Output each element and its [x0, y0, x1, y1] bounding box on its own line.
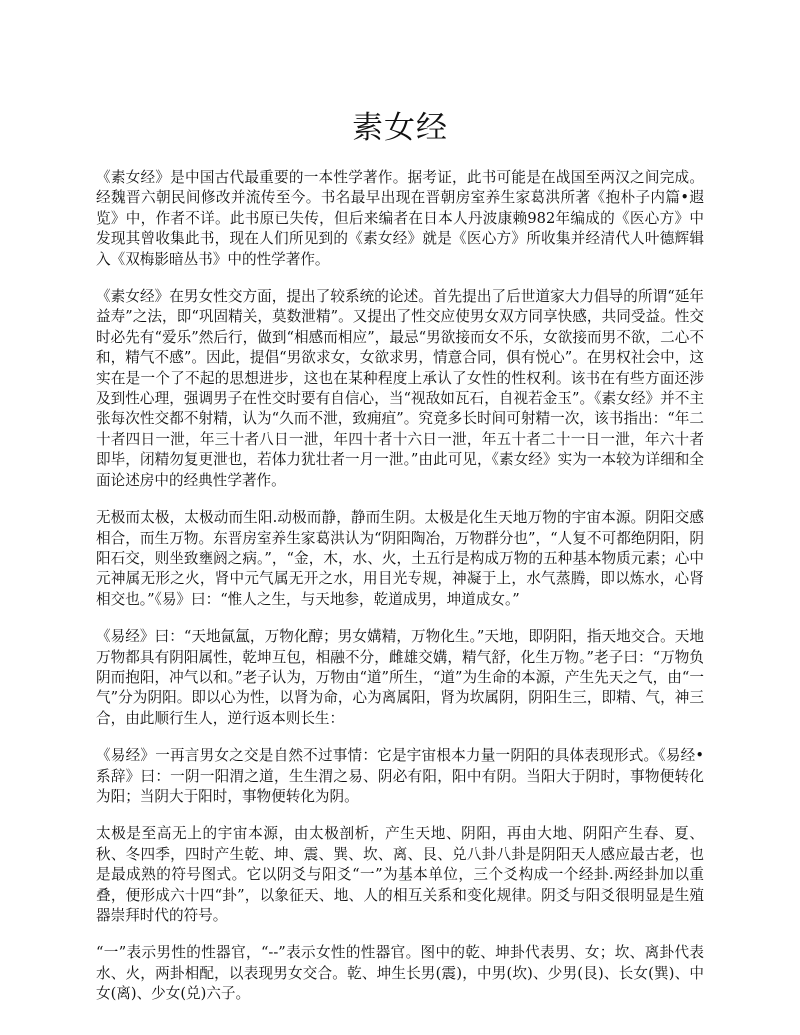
paragraph-bagua: 太极是至高无上的宇宙本源，由太极剖析，产生天地、阴阳，再由大地、阴阳产生春、夏、秋、冬四季，四时产生乾、坤、震、巽、坎、离、艮、兑八卦八卦是阴阳天人感应最古老，也是最成熟的符号图式。它以阴爻与阳爻“一”为基本单位，三个爻构成一个经卦.两经卦加以重叠，便形成六十四“卦”，以象征天、地、人的相互关系和变化规律。阴爻与阳爻很明显是生殖器崇拜时代的符号。: [96, 825, 704, 924]
document-title: 素女经: [352, 110, 448, 146]
paragraph-theory: 《素女经》在男女性交方面，提出了较系统的论述。首先提出了后世道家大力倡导的所谓“延年益寿”之法，即“巩固精关，莫数泄精”。又提出了性交应使男女双方同享快感，共同受益。性交时必先有“爱乐”然后行，做到“相感而相应”，最忌“男欲接而女不乐，女欲接而男不欲，二心不和，精气不感”。因此，提倡“男欲求女，女欲求男，情意合同，俱有悦心”。在男权社会中，这实在是一个了不起的思想进步，这也在某种程度上承认了女性的性权利。该书在有些方面还涉及到性心理，强调男子在性交时要有自信心，当“视敌如瓦石，自视若金玉”。《素女经》并不主张每次性交都不射精，认为“久而不泄，致痈疽”。究竟多长时间可射精一次，该书指出：“年二十者四日一泄，年三十者八日一泄，年四十者十六日一泄，年五十者二十一日一泄，年六十者即毕，闭精勿复更泄也，若体力犹壮者一月一泄。”由此可见，《素女经》实为一本较为详细和全面论述房中的经典性学著作。: [96, 288, 704, 489]
paragraph-yijing: 《易经》曰：“天地氤氲，万物化醇；男女媾精，万物化生。”天地，即阴阳，指天地交合。天地万物都具有阴阳属性，乾坤互包，相融不分，雌雄交媾，精气舒，化生万物。”老子曰：“万物负阴而抱阳，冲气以和。”老子认为，万物由“道”所生，“道”为生命的本源，产生先天之气，由“一气”分为阴阳。即以心为性，以肾为命，心为离属阳，肾为坎属阴，阴阳生三，即精、气，神三合，由此顺行生人，逆行返本则长生：: [96, 628, 704, 727]
paragraph-yao-symbols: “一”表示男性的性器官，“--”表示女性的性器官。图中的乾、坤卦代表男、女；坎、离卦代表水、火，两卦相配，以表现男女交合。乾、坤生长男(震)，中男(坎)、少男(艮)、长女(巽)、中女(离)、少女(兑)六子。: [96, 944, 704, 1003]
paragraph-taiji: 无极而太极，太极动而生阳.动极而静，静而生阴。太极是化生天地万物的宇宙本源。阴阳交感相合，而生万物。东晋房室养生家葛洪认为“阴阳陶冶，万物群分也”，“人复不可都绝阴阳，阴阳石交，则坐致壅阏之病。”，“金，木，水、火，土五行是构成万物的五种基本物质元素；心中元神属无形之火，肾中元气属无开之水，用目光专规，神凝于上，水气蒸腾，即以炼水，心肾相交也。”《易》曰：“惟人之生，与天地参，乾道成男，坤道成女。”: [96, 509, 704, 608]
paragraph-xici: 《易经》一再言男女之交是自然不过事情：它是宇宙根本力量一阴阳的具体表现形式。《易经•系辞》曰：一阴一阳渭之道，生生渭之易、阴必有阳，阳中有阴。当阳大于阴时，事物便转化为阳；当阴大于阳时，事物便转化为阴。: [96, 747, 704, 805]
paragraph-intro: 《素女经》是中国古代最重要的一本性学著作。据考证，此书可能是在战国至两汉之间完成。经魏晋六朝民间修改并流传至今。书名最早出现在晋朝房室养生家葛洪所著《抱朴子内篇•遐览》中，作者不详。此书原已失传，但后来编者在日本人丹波康赖982年编成的《医心方》中发现其曾收集此书，现在人们所见到的《素女经》就是《医心方》所收集并经清代人叶德辉辑入《双梅影暗丛书》中的性学著作。: [96, 169, 704, 268]
